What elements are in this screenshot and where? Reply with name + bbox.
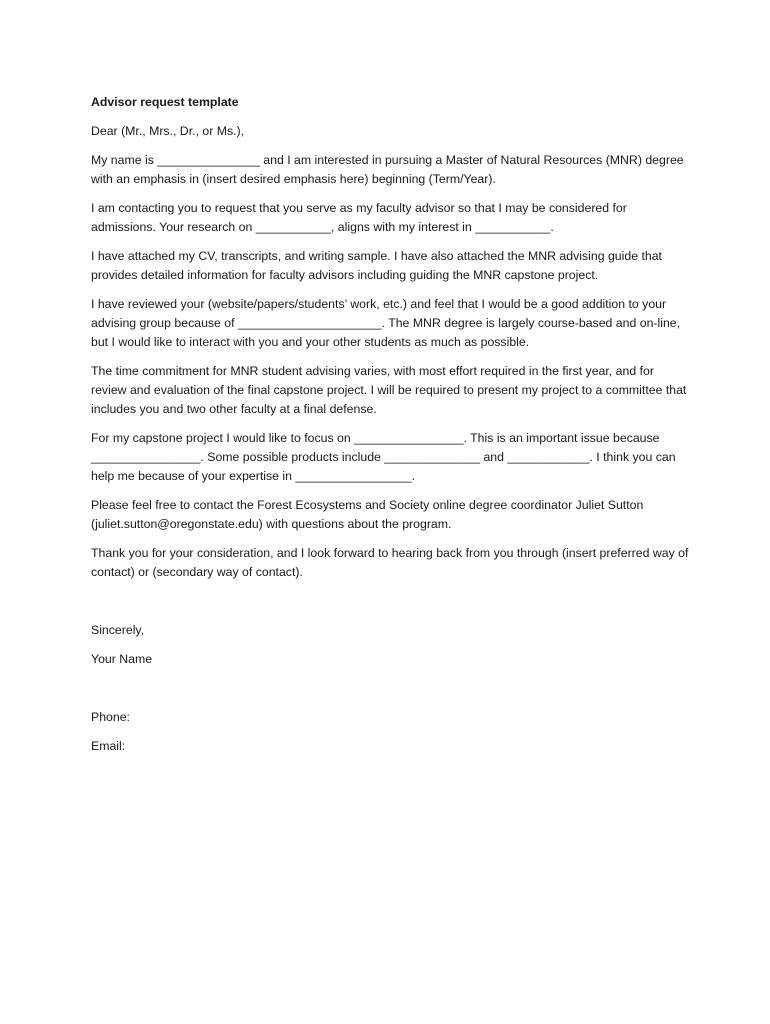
- letter-body: [91, 93, 691, 766]
- paragraph-attachments: I have attached my CV, transcripts, and writing sample. I have also attached the MNR advising guide that provides detailed information for faculty advisors including guiding the MNR capstone project.: [91, 249, 662, 282]
- paragraph-capstone: For my capstone project I would like to focus on ________________. This is an important issue because ________________. Some possible products include ______________ and ____________. I think you can help me because of your expertise in _________________.: [91, 431, 676, 483]
- paragraph-fit: I have reviewed your (website/papers/students’ work, etc.) and feel that I would be a good addition to your advising group because of _____________________. The MNR degree is largely course-based and on-line, but I would like to interact with you and your other students as much as possible.: [91, 297, 681, 349]
- email-label: Email:: [91, 739, 126, 753]
- paragraph-time-commitment: The time commitment for MNR student advising varies, with most effort required in the first year, and for review and evaluation of the final capstone project. I will be required to present my project to a committee that includes you and two other faculty at a final defense.: [91, 364, 687, 416]
- paragraph-request: I am contacting you to request that you serve as my faculty advisor so that I may be considered for admissions. Your research on ___________, aligns with my interest in ___________.: [91, 201, 627, 234]
- closing: Sincerely,: [91, 623, 145, 637]
- paragraph-introduction: My name is _______________ and I am interested in pursuing a Master of Natural Resources (MNR) degree with an emphasis in (insert desired emphasis here) beginning (Term/Year).: [91, 153, 684, 186]
- paragraph-contact: Please feel free to contact the Forest Ecosystems and Society online degree coordinator Juliet Sutton (juliet.sutton@oregonstate.edu) with questions about the program.: [91, 498, 644, 531]
- phone-label: Phone:: [91, 710, 130, 724]
- spacer: [91, 592, 691, 621]
- document-title: Advisor request template: [91, 95, 239, 109]
- signature-name: Your Name: [91, 652, 153, 666]
- spacer: [91, 679, 691, 708]
- paragraph-thanks: Thank you for your consideration, and I look forward to hearing back from you through (insert preferred way of contact) or (secondary way of contact).: [91, 546, 689, 579]
- salutation: Dear (Mr., Mrs., Dr., or Ms.),: [91, 124, 245, 138]
